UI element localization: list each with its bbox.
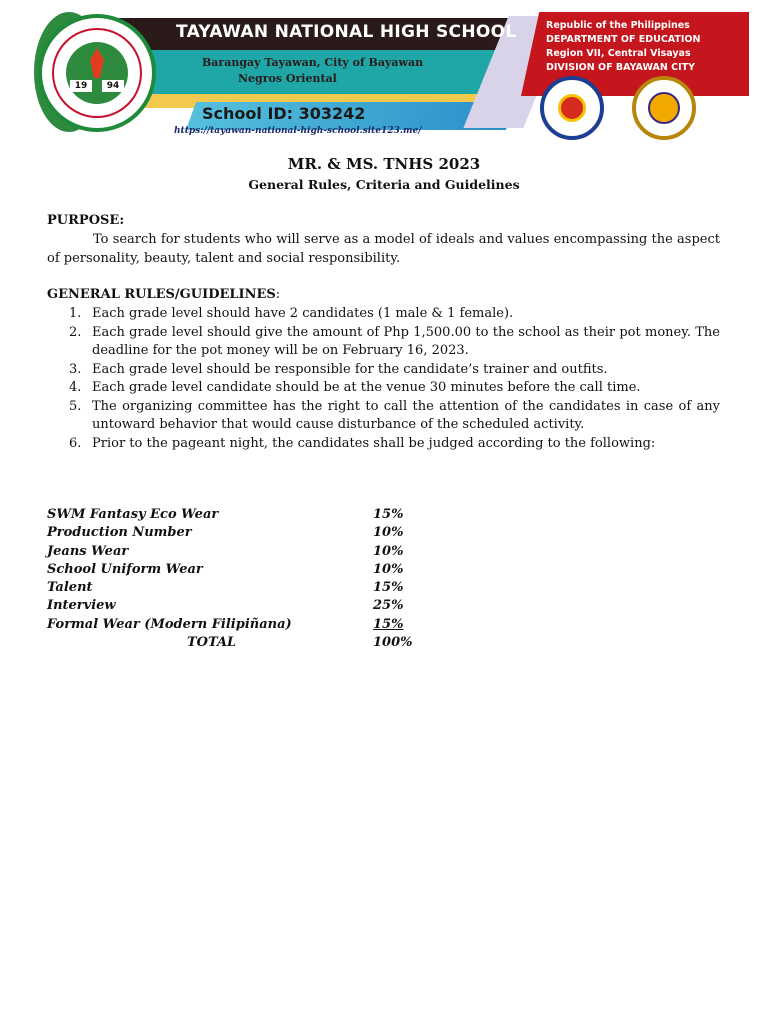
region-line: Region VII, Central Visayas: [546, 48, 691, 59]
criteria-row: [47, 580, 447, 598]
criteria-name: Jeans Wear: [47, 543, 129, 559]
rule-text: Each grade level should have 2 candidates (1 male & 1 female).: [92, 306, 514, 321]
school-id: School ID: 303242: [202, 104, 366, 123]
rule-item: [47, 398, 720, 435]
rule-text: Each grade level candidate should be at the venue 30 minutes before the call time.: [92, 380, 641, 395]
document-title: MR. & MS. TNHS 2023: [287, 155, 481, 173]
criteria-row: [47, 598, 447, 616]
rule-text: Each grade level should be responsible for the candidate’s trainer and outfits.: [92, 361, 608, 377]
rule-text: Each grade level should give the amount of Php 1,500.00 to the school as their pot money. The deadline for the pot money will be on February 16, 2023.: [92, 324, 720, 358]
rule-item: [47, 361, 720, 380]
criteria-percent: 10%: [373, 525, 404, 541]
criteria-percent: 25%: [373, 598, 404, 614]
criteria-row: [47, 525, 447, 543]
rule-number: 4.: [69, 380, 82, 395]
address-line-1: Barangay Tayawan, City of Bayawan: [202, 56, 424, 69]
total-label: TOTAL: [187, 635, 237, 651]
rule-number: 6.: [69, 435, 82, 451]
rule-text: The organizing committee has the right to call the attention of the candidates in case of any untoward behavior that would cause disturbance of the scheduled activity.: [92, 398, 720, 432]
criteria-name: SWM Fantasy Eco Wear: [47, 507, 219, 522]
criteria-total-row: [47, 635, 447, 653]
deped-seal-icon: [540, 76, 604, 140]
school-url[interactable]: https://tayawan-national-high-school.site123.me/: [174, 126, 422, 136]
rule-item: [47, 305, 720, 324]
rules-heading-text: GENERAL RULES/GUIDELINES: [47, 287, 276, 302]
rule-item: [47, 324, 720, 361]
criteria-percent: 15%: [373, 507, 404, 522]
criteria-row: [47, 544, 447, 562]
criteria-name: Production Number: [47, 525, 192, 541]
criteria-percent: 15%: [373, 580, 404, 596]
rule-item: [47, 435, 720, 454]
criteria-name: Talent: [47, 580, 93, 596]
deped-line: DEPARTMENT OF EDUCATION: [546, 34, 701, 45]
rule-number: 2.: [69, 324, 82, 340]
purpose-heading: PURPOSE:: [47, 213, 125, 228]
logo-year-right: 94: [102, 80, 124, 92]
criteria-percent: 15%: [373, 616, 404, 632]
letterhead: [16, 8, 750, 146]
purpose-text: To search for students who will serve as a model of ideals and values encompassing the aspect of personality, beauty, talent and social responsibility.: [47, 232, 720, 266]
school-name: TAYAWAN NATIONAL HIGH SCHOOL: [176, 22, 517, 42]
total-percent: 100%: [373, 635, 413, 651]
address-line-2: Negros Oriental: [238, 72, 337, 85]
division-seal-icon: [632, 76, 696, 140]
criteria-name: School Uniform Wear: [47, 561, 203, 577]
republic-line: Republic of the Philippines: [546, 20, 690, 31]
rules-heading-colon: :: [275, 287, 281, 302]
school-logo: [38, 14, 156, 132]
criteria-row: [47, 617, 447, 635]
criteria-percent: 10%: [373, 543, 404, 559]
document-subtitle: General Rules, Criteria and Guidelines: [248, 177, 520, 192]
division-line: DIVISION OF BAYAWAN CITY: [546, 62, 695, 73]
criteria-name: Interview: [47, 598, 116, 614]
criteria-percent: 10%: [373, 561, 404, 577]
criteria-name: Formal Wear (Modern Filipiñana): [47, 616, 292, 632]
criteria-table: [47, 507, 447, 653]
rule-number: 3.: [69, 361, 82, 377]
criteria-row: [47, 507, 447, 525]
logo-year-left: 19: [70, 80, 92, 92]
rules-list: [47, 305, 720, 453]
rule-text: Prior to the pageant night, the candidates shall be judged according to the following:: [92, 435, 656, 451]
criteria-row: [47, 562, 447, 580]
rule-number: 5.: [69, 398, 82, 414]
rules-heading: [47, 287, 280, 302]
rule-number: 1.: [69, 306, 82, 321]
rule-item: [47, 379, 720, 398]
